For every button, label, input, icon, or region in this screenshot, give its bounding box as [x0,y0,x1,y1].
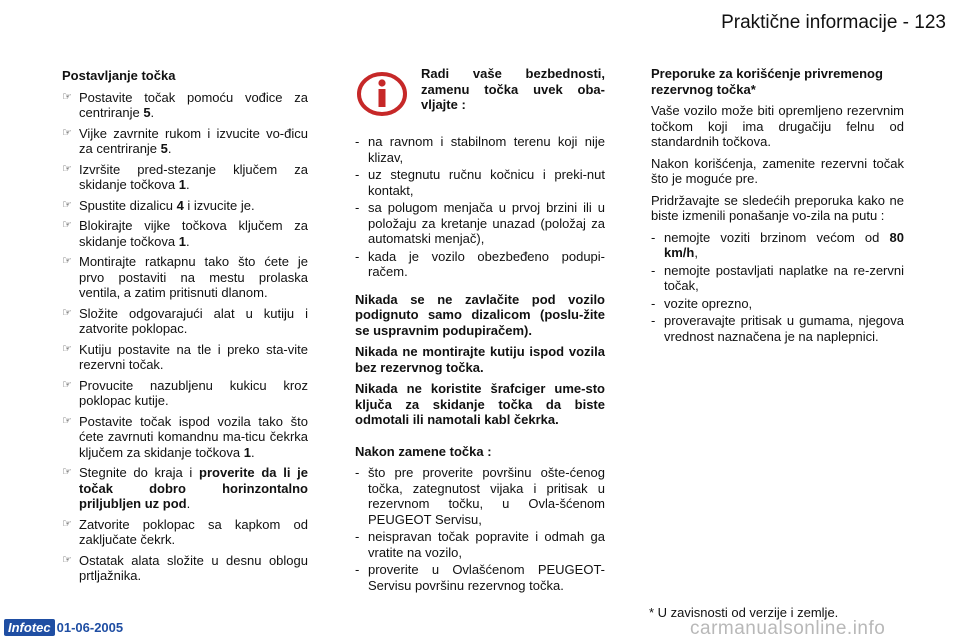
wheel-fitting-heading: Postavljanje točka [62,68,176,83]
dash-bullet: - [355,562,360,577]
text-run: Stegnite do kraja i [79,465,200,480]
text-run: 5 [143,105,151,120]
pointing-hand-icon: ☞ [62,378,72,391]
spare-wheel-recommendation [651,313,904,344]
safety-condition [355,134,605,165]
footnote: * U zavisnosti od verzije i zemlje. [649,605,839,620]
wheel-fitting-step [62,342,308,373]
pointing-hand-icon: ☞ [62,219,72,231]
dash-bullet: - [355,248,360,264]
pointing-hand-icon: ☞ [62,90,72,103]
pointing-hand-icon: ☞ [62,126,72,139]
list-text: proverite u Ovlašćenom PEUGEOT-Servisu površinu rezervnog točka. [368,562,605,593]
pointing-hand-icon: ☞ [62,517,72,530]
pointing-hand-icon: ☞ [62,306,72,319]
wheel-fitting-steps [62,90,308,584]
text-run: 1 [178,233,186,249]
text-run: Složite odgovarajući alat u kutiju i zatvorite poklopac. [79,305,308,336]
dash-bullet: - [651,262,656,278]
text-run: 4 [176,197,184,213]
list-text: sa polugom menjača u prvoj brzini ili u položaju za kretanje unazad (položaj za automatski menjač), [368,200,605,246]
text-run: 5 [160,141,168,156]
text-run: Montirajte ratkapnu tako što ćete je prvo postaviti na mestu prolaska ventila, a zatim pritisnuti dlanom. [79,254,308,300]
spare-wheel-paragraph: Nakon korišćenja, zamenite rezervni točak što je moguće pre. [651,155,904,186]
pointing-hand-icon: ☞ [62,162,72,175]
text-run: i izvucite je. [183,197,255,213]
safety-warnings [355,292,605,428]
safety-condition [355,200,605,247]
wheel-fitting-step [62,553,308,584]
text-run: . [185,233,190,249]
text-run: , [694,245,698,260]
page-header: Praktične informacije - 123 [721,12,946,33]
pointing-hand-icon: ☞ [62,553,72,566]
dash-bullet: - [355,134,360,149]
text-run: 1 [243,444,251,460]
footer [4,618,123,636]
watermark: carmanualsonline.info [690,618,886,639]
list-text: uz stegnutu ručnu kočnicu i preki-nut kontakt, [368,167,605,198]
after-change-list [355,465,605,593]
list-text: što pre proverite površinu ošte-ćenog točka, zategnutost vijaka i pritisak u rezervnom točku, u Ovla-šćenom PEUGEOT Servisu, [368,465,605,527]
pointing-hand-icon: ☞ [62,414,72,427]
safety-notice [355,66,605,118]
dash-bullet: - [651,295,656,311]
text-run: 80 km/h [664,229,904,260]
spare-wheel-recommendation [651,230,904,261]
list-text: kada je vozilo obezbeđeno podupi-račem. [368,248,605,279]
list-text: neispravan točak popravite i odmah ga vratite na vozilo, [368,529,605,560]
safety-warning: Nikada ne koristite šrafciger ume-sto ključa za skidanje točka da biste odmotali ili namotali kabl čekrka. [355,381,605,427]
text-run: . [167,141,172,156]
text-run: proverite da li je točak dobro horinzontalno priljubljen uz pod [79,465,308,511]
wheel-fitting-step [62,465,308,512]
after-change-item [355,465,605,527]
wheel-fitting-step [62,218,308,249]
wheel-fitting-step [62,254,308,301]
spare-wheel-paragraphs [651,103,904,224]
safety-condition [355,249,605,280]
safety-column [355,66,605,595]
spare-wheel-paragraph: Vaše vozilo može biti opremljeno rezervnim točkom koji ima drugačiju felnu od standardnih točkova. [651,103,904,149]
wheel-fitting-step [62,162,308,193]
text-run: Ostatak alata složite u desnu oblogu prtljažnika. [79,552,308,583]
text-run: proveravajte pritisak u gumama, njegova vrednost naznačena je na naplepnici. [664,313,904,344]
text-run: Postavite točak pomoću vođice za centriranje [79,89,308,120]
safety-notice-text: Radi vaše bezbednosti, zamenu točka uvek oba-vljajte : [421,66,605,112]
dash-bullet: - [355,200,360,215]
spare-wheel-recommendation [651,296,904,312]
spare-wheel-column [651,66,904,346]
safety-warning: Nikada ne montirajte kutiju ispod vozila bez rezervnog točka. [355,344,605,375]
dash-bullet: - [355,465,360,480]
wheel-fitting-step [62,126,308,157]
text-run: . [250,444,255,460]
spare-wheel-paragraph: Pridržavajte se sledećih preporuka kako ne biste izmenili ponašanje vo-zila na putu : [651,192,904,223]
text-run: nemojte postavljati naplatke na re-zervni točak, [664,262,904,293]
text-run: nemojte voziti brzinom većom od [664,229,890,245]
text-run: . [186,496,191,511]
pointing-hand-icon: ☞ [62,466,72,478]
spare-wheel-recommendation [651,263,904,294]
wheel-fitting-step [62,198,308,214]
info-icon [357,72,407,116]
dash-bullet: - [355,529,360,544]
text-run: Zatvorite poklopac sa kapkom od zaključate čekrk. [79,516,308,547]
dash-bullet: - [651,229,656,245]
text-run: . [185,177,190,192]
safety-warning: Nikada se ne zavlačite pod vozilo podignuto samo dizalicom (poslu-žite se uspravnim podupiračem). [355,291,605,338]
infotec-logo: Infotec [4,619,55,636]
text-run: Postavite točak ispod vozila tako što ćete zavrnuti komandnu ma-ticu čekrka ključem za skidanje točkova [79,413,308,460]
pointing-hand-icon: ☞ [62,255,72,267]
wheel-fitting-step [62,90,308,121]
dash-bullet: - [355,167,360,182]
list-text: na ravnom i stabilnom terenu koji nije klizav, [368,134,605,165]
text-run: Kutiju postavite na tle i preko sta-vite rezervni točak. [79,341,308,372]
pointing-hand-icon: ☞ [62,198,72,211]
dash-bullet: - [651,313,656,328]
safety-condition [355,167,605,198]
text-run: 1 [178,177,186,192]
spare-wheel-recommendations [651,230,904,345]
text-run: Spustite dizalicu [79,197,177,213]
text-run: Izvršite pred-stezanje ključem za skidanje točkova [79,161,308,192]
wheel-fitting-column [62,68,308,589]
wheel-fitting-step [62,414,308,461]
pointing-hand-icon: ☞ [62,342,72,355]
after-change-item [355,529,605,560]
text-run: Vijke zavrnite rukom i izvucite vo-đicu za centriranje [79,125,308,156]
wheel-fitting-step [62,378,308,409]
safety-conditions-list [355,134,605,280]
text-run: vozite oprezno, [664,295,753,311]
wheel-fitting-step [62,517,308,548]
publication-date: 01-06-2005 [56,619,124,635]
wheel-fitting-step [62,306,308,337]
spare-wheel-heading: Preporuke za korišćenje privremenog rezervnog točka* [651,66,883,97]
text-run: Provucite nazubljenu kukicu kroz poklopac kutije. [79,377,308,408]
after-change-item [355,562,605,593]
text-run: Blokirajte vijke točkova ključem za skidanje točkova [79,218,308,249]
after-change-heading: Nakon zamene točka : [355,443,492,459]
text-run: . [150,105,155,120]
